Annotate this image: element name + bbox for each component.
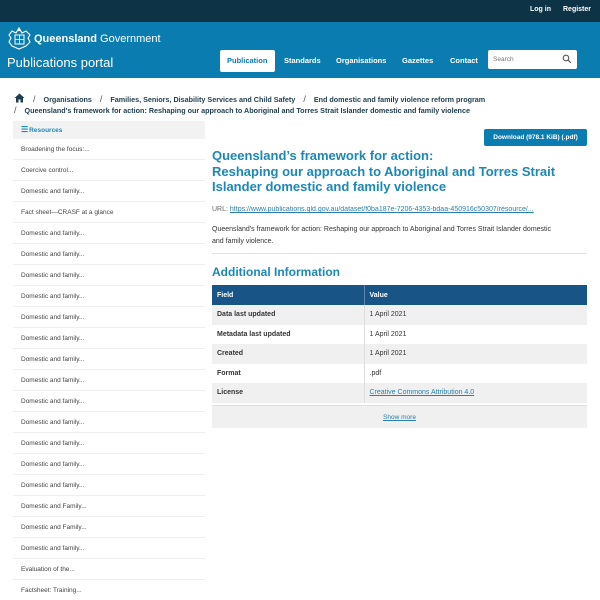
resource-list-item[interactable]: Domestic and family... [13, 349, 205, 370]
resource-list-item[interactable]: Fact sheet—CRASF at a glance [13, 202, 205, 223]
brand-name[interactable] [34, 33, 161, 45]
brand-rest: Government [100, 33, 161, 45]
value-cell: 1 April 2021 [364, 305, 587, 325]
table-row [212, 325, 587, 345]
breadcrumb-current[interactable]: Queensland's framework for action: Reshaping our approach to Aboriginal and Torres Strait Islander domestic and family violence [24, 106, 470, 115]
page-title-line2: Reshaping our approach to Aboriginal and Torres Strait Islander domestic and family violence [212, 163, 556, 194]
resources-list [13, 139, 205, 600]
search-box [488, 50, 577, 69]
nav-contact[interactable]: Contact [450, 56, 478, 65]
resource-list-item[interactable]: Domestic and family... [13, 370, 205, 391]
resource-list-item[interactable]: Evaluation of the... [13, 559, 205, 580]
portal-title[interactable]: Publications portal [7, 55, 114, 70]
resource-list-item[interactable]: Domestic and family... [13, 181, 205, 202]
field-cell: Data last updated [212, 305, 364, 325]
table-row [212, 383, 587, 403]
resource-list-item[interactable]: Domestic and family... [13, 286, 205, 307]
resources-heading-label: Resources [29, 127, 63, 134]
value-cell: .pdf [364, 364, 587, 384]
download-button[interactable]: Download (978.1 KiB) (.pdf) [484, 129, 587, 146]
column-header-value: Value [364, 285, 587, 305]
brand-bold: Queensland [34, 33, 97, 45]
nav-gazettes[interactable]: Gazettes [402, 56, 434, 65]
resource-list-item[interactable]: Domestic and family... [13, 223, 205, 244]
divider [212, 253, 587, 254]
show-more-link[interactable]: Show more [383, 414, 416, 421]
breadcrumb-separator: / [33, 94, 36, 104]
resource-list-item[interactable]: Domestic and family... [13, 433, 205, 454]
login-link[interactable]: Log in [530, 6, 551, 13]
resource-list-item[interactable]: Domestic and Family... [13, 517, 205, 538]
field-cell: Created [212, 344, 364, 364]
resource-list-item[interactable]: Domestic and family... [13, 265, 205, 286]
resource-list-item[interactable]: Domestic and family... [13, 475, 205, 496]
resource-list-item[interactable]: Factsheet: Training... [13, 580, 205, 600]
nav-organisations[interactable]: Organisations [336, 56, 387, 65]
search-input[interactable] [493, 53, 553, 66]
additional-info-heading: Additional Information [212, 265, 340, 279]
table-row [212, 364, 587, 384]
resource-list-item[interactable]: Domestic and family... [13, 391, 205, 412]
home-icon[interactable] [14, 93, 25, 103]
url-label: URL: [212, 206, 228, 213]
menu-icon: ☰ [21, 125, 29, 134]
nav-standards[interactable]: Standards [284, 56, 321, 65]
field-cell: License [212, 383, 364, 403]
register-link[interactable]: Register [563, 6, 592, 13]
nav-publication[interactable]: Publication [220, 50, 275, 72]
breadcrumb-program[interactable]: End domestic and family violence reform program [313, 95, 486, 104]
page-title [212, 148, 572, 195]
resource-list-item[interactable]: Domestic and family... [13, 244, 205, 265]
top-utility-bar [0, 0, 600, 22]
resource-url-link[interactable]: https://www.publications.qld.gov.au/dataset/f0ba187e-7206-4353-bdaa-450916c50307/resource/... [229, 206, 534, 213]
show-more-row [212, 405, 587, 428]
breadcrumb-separator: / [99, 94, 103, 104]
coat-of-arms-logo-icon[interactable] [7, 26, 32, 50]
resource-description: Queensland’s framework for action: Reshaping our approach to Aboriginal and Torres Strait Islander domestic and family violence. [212, 226, 552, 245]
value-cell [364, 383, 587, 403]
search-icon[interactable] [562, 54, 572, 64]
resource-list-item[interactable]: Domestic and family... [13, 307, 205, 328]
breadcrumb-organisations[interactable]: Organisations [43, 95, 92, 104]
table-row [212, 344, 587, 364]
resources-sidebar [13, 121, 205, 600]
page-title-line1: Queensland’s framework for action: [212, 148, 434, 163]
site-header [0, 22, 600, 78]
breadcrumb-separator: / [303, 94, 306, 104]
additional-info-table [212, 285, 587, 403]
value-cell: 1 April 2021 [364, 344, 587, 364]
value-cell: 1 April 2021 [364, 325, 587, 345]
resource-list-item[interactable]: Domestic and family... [13, 454, 205, 475]
table-row [212, 305, 587, 325]
resource-list-item[interactable]: Domestic and family... [13, 538, 205, 559]
column-header-field: Field [212, 285, 364, 305]
field-cell: Format [217, 369, 241, 377]
field-cell: Metadata last updated [217, 330, 291, 338]
resource-list-item[interactable]: Domestic and family... [13, 328, 205, 349]
table-header-row [212, 285, 587, 305]
resource-list-item[interactable]: Coercive control... [13, 160, 205, 181]
breadcrumb-department[interactable]: Families, Seniors, Disability Services and Child Safety [110, 95, 296, 104]
resource-url [212, 206, 587, 213]
resource-list-item[interactable]: Domestic and Family... [13, 496, 205, 517]
resource-list-item[interactable]: Domestic and family... [13, 412, 205, 433]
breadcrumb-separator: / [14, 105, 17, 115]
resources-heading[interactable] [13, 121, 205, 139]
resource-list-item[interactable]: Broadening the focus:... [13, 139, 205, 160]
license-link[interactable]: Creative Commons Attribution 4.0 [369, 389, 475, 397]
